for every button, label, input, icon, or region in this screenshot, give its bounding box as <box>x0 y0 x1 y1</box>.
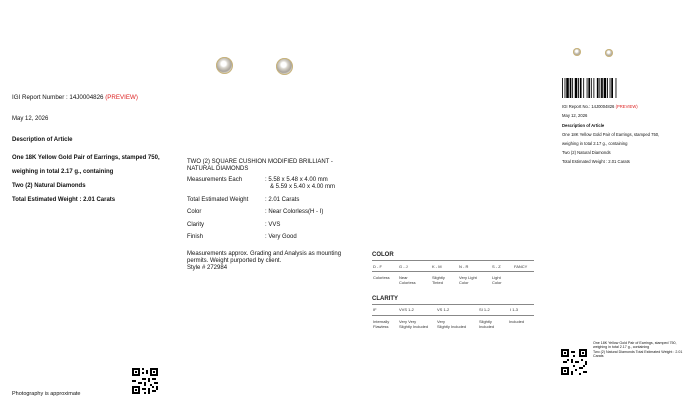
report-date: May 12, 2026 <box>12 116 49 122</box>
measurement-note-2: permits. Weight purported by client. <box>187 258 282 264</box>
clarity-desc: Very <box>437 319 446 324</box>
right-report-date: May 12, 2026 <box>562 113 588 118</box>
earring-thumb-right <box>605 49 613 57</box>
color-scale-title: COLOR <box>372 252 394 258</box>
diamond-heading-1: TWO (2) SQUARE CUSHION MODIFIED BRILLIANT - <box>187 159 333 165</box>
qr-code-icon <box>132 368 158 394</box>
color-desc: Very Light <box>459 275 477 280</box>
measurement-note-1: Measurements approx. Grading and Analysis as mounting <box>187 251 342 257</box>
right-footer-text: One 18K Yellow Gold Pair of Earrings, stamped 750, weighing in total 2.17 g., containing Two (2) Natural Diamonds Total Estimated Weight : 2.01 Carats <box>593 341 683 358</box>
spec-row-clarity <box>187 218 335 230</box>
color-grade: D - F <box>373 264 382 269</box>
clarity-grade: I 1-3 <box>510 307 519 312</box>
earring-thumb-left <box>573 48 581 56</box>
color-desc: Color <box>459 280 469 285</box>
earring-photo-right <box>276 58 293 75</box>
color-desc: Tinted <box>432 280 443 285</box>
color-grade: N - R <box>459 264 469 269</box>
color-desc: Color <box>492 280 502 285</box>
color-desc: Colorless <box>399 280 416 285</box>
spec-row-measurements <box>187 176 335 193</box>
right-total-weight: Total Estimated Weight : 2.01 Carats <box>562 159 630 164</box>
clarity-grade: VS 1-2 <box>437 307 450 312</box>
clarity-grade: SI 1-2 <box>479 307 490 312</box>
color-grade: FANCY <box>514 264 528 269</box>
clarity-desc: Flawless <box>373 324 389 329</box>
clarity-scale-divider <box>372 304 534 305</box>
clarity-grade: IF <box>373 307 377 312</box>
clarity-grade: VVS 1-2 <box>399 307 414 312</box>
preview-label: (PREVIEW) <box>105 94 138 101</box>
color-grade: S - Z <box>492 264 501 269</box>
color-scale-divider <box>372 271 534 272</box>
color-grade: G - J <box>399 264 408 269</box>
spec-row-finish <box>187 230 335 242</box>
spec-row-color <box>187 205 335 217</box>
spec-label: Clarity <box>187 221 205 228</box>
barcode-icon <box>562 78 642 98</box>
right-description-heading: Description of Article <box>562 123 605 128</box>
color-scale-divider <box>372 260 534 261</box>
spec-value: : VVS <box>265 221 281 228</box>
clarity-desc: Very Very <box>399 319 417 324</box>
spec-value: : Very Good <box>265 233 297 240</box>
clarity-scale-title: CLARITY <box>372 296 398 302</box>
clarity-desc: Included <box>509 319 525 324</box>
right-item-description-2: weighing in total 2.17 g., containing <box>562 141 628 146</box>
diamond-heading-2: NATURAL DIAMONDS <box>187 166 249 172</box>
clarity-desc: Slightly Included <box>437 324 467 329</box>
clarity-desc: Included <box>479 324 495 329</box>
clarity-desc: Slightly <box>479 319 492 324</box>
spec-row-weight <box>187 193 335 205</box>
style-number: Style # 272984 <box>187 265 228 271</box>
right-item-description-3: Two (2) Natural Diamonds <box>562 150 611 155</box>
item-description-2: weighing in total 2.17 g., containing <box>12 169 114 175</box>
right-item-description-1: One 18K Yellow Gold Pair of Earrings, stamped 750, <box>562 132 660 137</box>
spec-label: Color <box>187 209 202 216</box>
earring-photo-left <box>216 57 233 74</box>
color-desc: Near <box>399 275 408 280</box>
color-grade: K - M <box>432 264 442 269</box>
color-desc: Colorless <box>373 275 390 280</box>
item-description-3: Two (2) Natural Diamonds <box>12 183 86 189</box>
total-weight: Total Estimated Weight : 2.01 Carats <box>12 197 116 203</box>
spec-label: Finish <box>187 233 204 240</box>
spec-value: : 5.58 x 5.48 x 4.00 mm & 5.59 x 5.40 x 4.00 mm <box>265 177 336 191</box>
clarity-desc: Slightly Included <box>399 324 429 329</box>
right-preview-label: (PREVIEW) <box>615 104 638 109</box>
color-desc: Slightly <box>432 275 445 280</box>
spec-value: : Near Colorless(H - I) <box>265 209 324 216</box>
spec-table <box>187 176 335 242</box>
clarity-desc: Internally <box>373 319 390 324</box>
clarity-scale-divider <box>372 315 534 316</box>
spec-label: Total Estimated Weight <box>187 196 249 203</box>
right-qr-code-icon <box>561 349 587 375</box>
report-number: IGI Report Number : 14J0004826 (PREVIEW) <box>12 94 138 101</box>
color-desc: Light <box>492 275 501 280</box>
spec-label: Measurements Each <box>187 177 243 184</box>
right-report-number: IGI Report No.: 14J0004826 (PREVIEW) <box>562 104 638 109</box>
spec-value: : 2.01 Carats <box>265 196 300 203</box>
item-description-1: One 18K Yellow Gold Pair of Earrings, stamped 750, <box>12 155 160 161</box>
photo-note: Photography is approximate <box>12 391 81 397</box>
description-heading: Description of Article <box>12 137 73 143</box>
